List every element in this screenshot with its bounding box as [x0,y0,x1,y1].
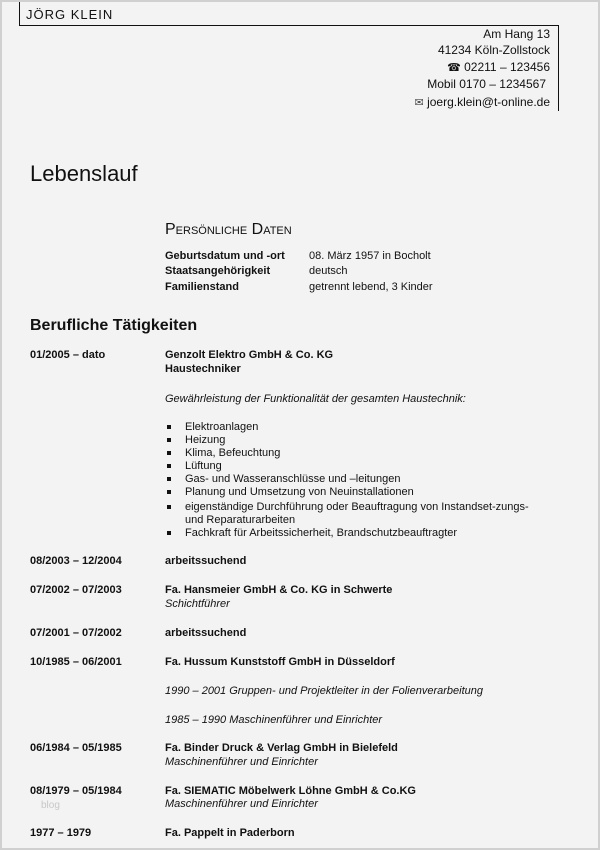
watermark: blog [41,800,60,811]
entry-role: Maschinenführer und Einrichter [165,798,318,810]
bullet-icon [167,438,171,442]
entry-date: 06/1984 – 05/1985 [30,742,122,754]
entry-company: Fa. Binder Druck & Verlag GmbH in Bielefeld [165,742,398,754]
bullet-icon [167,531,171,535]
header-right-rule [558,25,559,111]
bullet-icon [167,477,171,481]
entry-date: 1977 – 1979 [30,827,92,839]
entry-date: 07/2002 – 07/2003 [30,584,122,596]
entry-company: arbeitssuchend [165,555,247,567]
entry-company: Fa. SIEMATIC Möbelwerk Löhne GmbH & Co.KG [165,785,416,797]
bullet-icon [167,505,171,509]
entry-date: 08/2003 – 12/2004 [30,555,122,567]
bullet-icon [167,451,171,455]
page-title: Lebenslauf [30,161,138,186]
list-item: Planung und Umsetzung von Neuinstallationen [185,486,414,498]
entry-company: Fa. Pappelt in Paderborn [165,827,295,839]
list-item: Klima, Befeuchtung [185,447,281,459]
header-rule [19,25,559,26]
email [415,94,550,111]
entry-date: 10/1985 – 06/2001 [30,656,122,668]
entry-company: Fa. Hussum Kunststoff GmbH in Düsseldorf [165,656,395,668]
list-item: eigenständige Durchführung oder Beauftragung von Instandset-zungs- [185,501,529,513]
entry-note: 1985 – 1990 Maschinenführer und Einrichter [165,714,383,726]
entry-role: Haustechniker [165,363,241,375]
envelope-icon: ✉ [414,97,424,109]
applicant-name: JÖRG KLEIN [26,7,114,22]
entry-company: Fa. Hansmeier GmbH & Co. KG in Schwerte [165,584,393,596]
personal-value: deutsch [309,265,348,277]
personal-label: Familienstand [165,281,239,293]
entry-company: Genzolt Elektro GmbH & Co. KG [165,349,334,361]
address-street: Am Hang 13 [483,27,550,41]
telephone-icon: ☎ [447,62,461,74]
personal-heading: Persönliche Daten [165,221,292,238]
entry-intro: Gewährleistung der Funktionalität der gesamten Haustechnik: [165,393,466,405]
bullet-icon [167,425,171,429]
entry-date: 07/2001 – 07/2002 [30,627,122,639]
list-item: Fachkraft für Arbeitssicherheit, Brandschutzbeauftragter [185,527,458,539]
personal-label: Geburtsdatum und -ort [165,250,285,262]
list-item: Elektroanlagen [185,421,259,433]
entry-role: Schichtführer [165,598,230,610]
list-item-continued: und Reparaturarbeiten [185,514,296,526]
personal-value: getrennt lebend, 3 Kinder [309,281,433,293]
bullet-icon [167,490,171,494]
entry-company: arbeitssuchend [165,627,247,639]
entry-role: Maschinenführer und Einrichter [165,756,318,768]
phone-number: 02211 – 123456 [464,60,550,74]
list-item: Heizung [185,434,226,446]
entry-date: 08/1979 – 05/1984 [30,785,122,797]
list-item: Gas- und Wasseranschlüsse und –leitungen [185,473,401,485]
career-heading: Berufliche Tätigkeiten [30,317,198,334]
phone [447,59,550,76]
mobile: Mobil 0170 – 1234567 [427,77,546,91]
entry-note: 1990 – 2001 Gruppen- und Projektleiter in der Folienverarbeitung [165,685,483,697]
email-address[interactable]: joerg.klein@t-online.de [427,95,550,109]
entry-date: 01/2005 – dato [30,349,106,361]
list-item: Lüftung [185,460,222,472]
personal-label: Staatsangehörigkeit [165,265,271,277]
bullet-icon [167,464,171,468]
header-left-rule [19,2,20,26]
address-city: 41234 Köln-Zollstock [437,43,550,57]
personal-value: 08. März 1957 in Bocholt [309,250,431,262]
